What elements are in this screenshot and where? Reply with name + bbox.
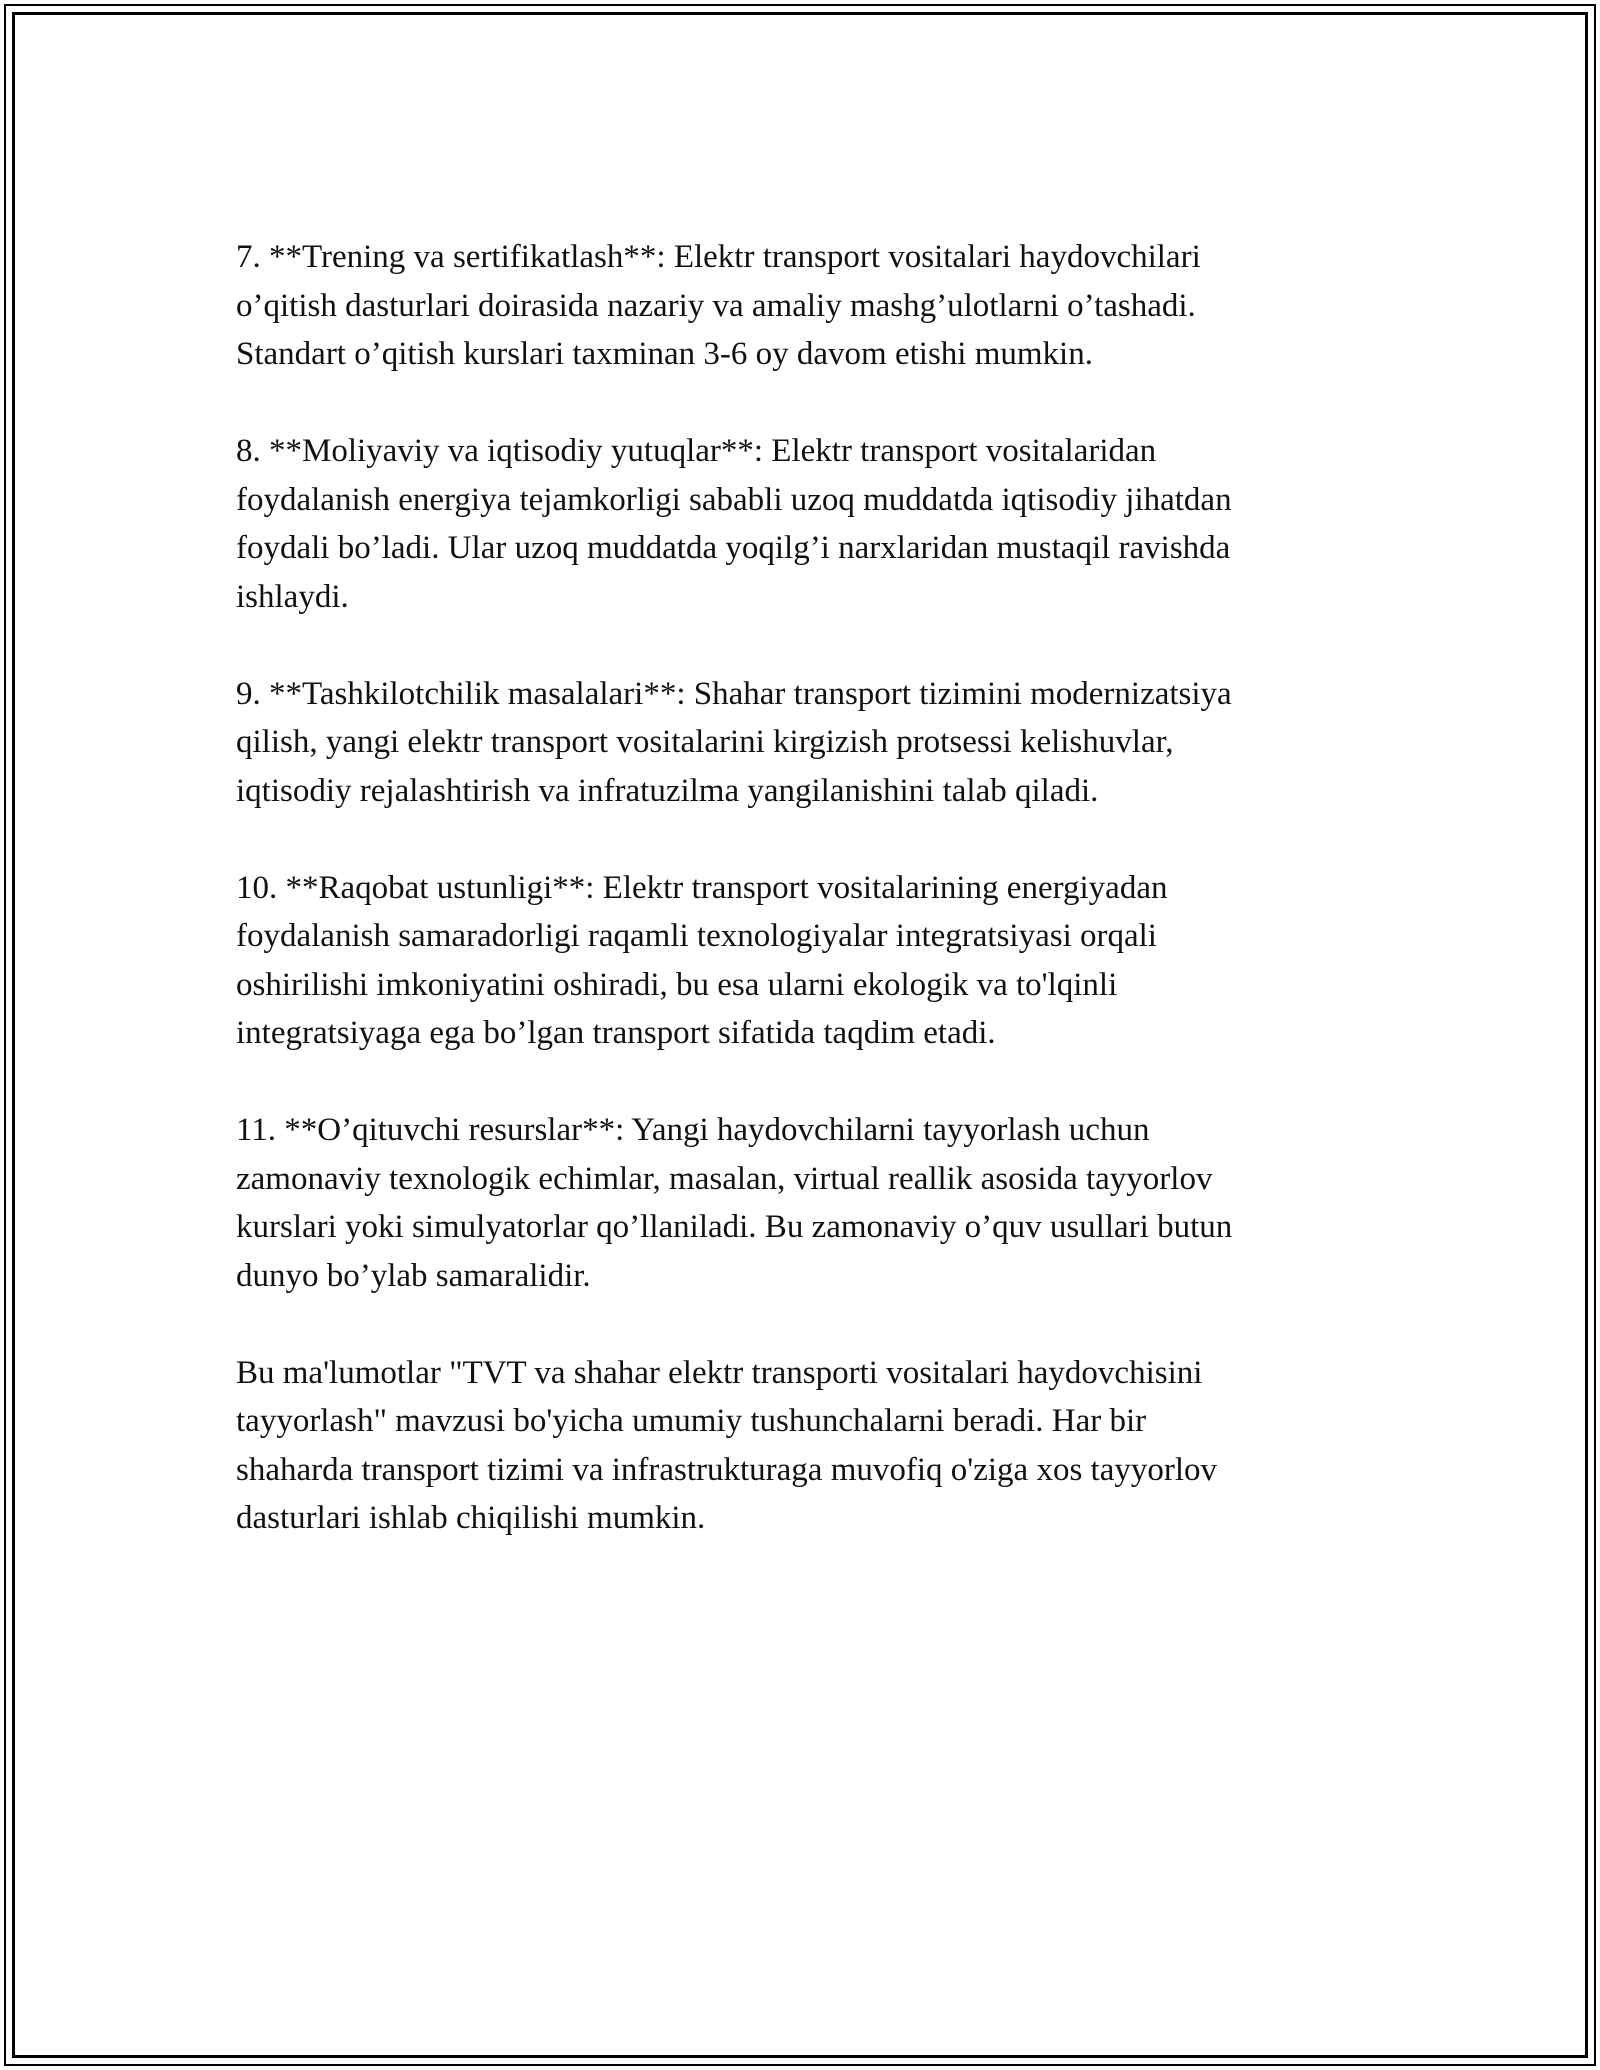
paragraph-conclusion: Bu ma'lumotlar "TVT va shahar elektr transporti vositalari haydovchisini tayyorlash" mavzusi bo'yicha umumiy tushunchalarni beradi. Har bir shaharda transport tizimi va infrastrukturaga muvofiq o'ziga xos tayyorlov dasturlari ishlab chiqilishi mumkin. bbox=[236, 1354, 1218, 1536]
paragraph-competitive-advantage: 10. **Raqobat ustunligi**: Elektr transport vositalarining energiyadan foydalanish samaradorligi raqamli texnologiyalar integratsiyasi orqali oshirilishi imkoniyatini oshiradi, bu esa ularni ekologik va to'lqinli integratsiyaga ega bo’lgan transport sifatida taqdim etadi. bbox=[236, 869, 1168, 1051]
paragraph-teaching-resources: 11. **O’qituvchi resurslar**: Yangi haydovchilarni tayyorlash uchun zamonaviy texnologik echimlar, masalan, virtual reallik asosida tayyorlov kurslari yoki simulyatorlar qo’llaniladi. Bu zamonaviy o’quv usullari butun dunyo bo’ylab samaralidir. bbox=[236, 1112, 1233, 1294]
paragraph-training-certification: 7. **Trening va sertifikatlash**: Elektr transport vositalari haydovchilari o’qitish dasturlari doirasida nazariy va amaliy mashg’ulotlarni o’tashadi. Standart o’qitish kurslari taxminan 3-6 oy davom etishi mumkin. bbox=[236, 239, 1201, 372]
document-body bbox=[236, 233, 1366, 1543]
paragraph-organizational-issues: 9. **Tashkilotchilik masalalari**: Shahar transport tizimini modernizatsiya qilish, yangi elektr transport vositalarini kirgizish protsessi kelishuvlar, iqtisodiy rejalashtirish va infratuzilma yangilanishini talab qiladi. bbox=[236, 675, 1232, 809]
paragraph-financial-economic: 8. **Moliyaviy va iqtisodiy yutuqlar**: Elektr transport vositalaridan foydalanish energiya tejamkorligi sababli uzoq muddatda iqtisodiy jihatdan foydali bo’ladi. Ular uzoq muddatda yoqilg’i narxlaridan mustaqil ravishda ishlaydi. bbox=[236, 433, 1232, 615]
